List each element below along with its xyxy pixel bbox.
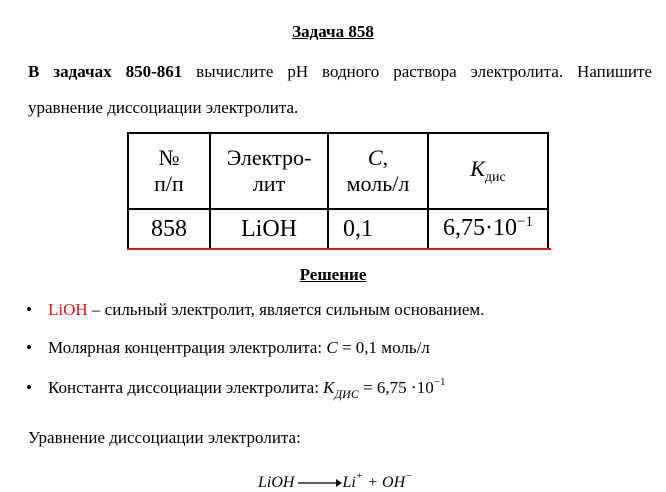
problem-title: Задача 858 bbox=[292, 22, 374, 41]
data-table bbox=[127, 132, 549, 250]
bullet-strong-electrolyte bbox=[26, 300, 484, 320]
equation-reactant: LiOH bbox=[258, 474, 295, 491]
cell-electrolyte: LiOH bbox=[210, 209, 328, 249]
concentration-value: = 0,1 моль/л bbox=[337, 338, 430, 357]
equation-plus: + bbox=[363, 474, 383, 491]
bullet-icon: • bbox=[26, 378, 32, 397]
equation-heading: Уравнение диссоциации электролита: bbox=[28, 428, 301, 447]
kdis-subscript: ДИС bbox=[334, 387, 359, 401]
header-electrolyte: Электро- лит bbox=[210, 133, 328, 209]
kdis-exponent: −1 bbox=[433, 376, 446, 388]
equation-product-li: Li bbox=[342, 474, 356, 491]
equation-product-oh: OH bbox=[382, 474, 406, 491]
header-number: № п/п bbox=[128, 133, 210, 209]
dissociation-equation bbox=[258, 470, 413, 492]
header-concentration: C, моль/л bbox=[328, 133, 428, 209]
bullet-text: Константа диссоциации электролита: bbox=[48, 378, 324, 397]
header-kdis: $K_{дис}$ bbox=[428, 133, 548, 209]
cell-concentration: 0,1 bbox=[328, 209, 428, 249]
problem-text: вычислите pH водного раствора электролита. Напишите уравнение диссоциации электролита. bbox=[28, 62, 652, 117]
bullet-icon: • bbox=[26, 300, 32, 319]
solution-heading: Решение bbox=[299, 265, 367, 284]
bullet-text: – сильный электролит, является сильным основанием. bbox=[87, 300, 485, 319]
concentration-var: C bbox=[326, 338, 338, 357]
cell-number: 858 bbox=[128, 209, 210, 249]
kdis-var: K bbox=[323, 378, 335, 397]
bullet-text: Молярная концентрация электролита: bbox=[48, 338, 327, 357]
problem-statement bbox=[28, 54, 652, 126]
bullet-concentration bbox=[26, 338, 430, 358]
li-charge: + bbox=[355, 470, 364, 482]
bullet-icon: • bbox=[26, 338, 32, 357]
kdis-value: = 6,75 ⋅10 bbox=[358, 378, 434, 397]
problem-range: В задачах 850-861 bbox=[28, 62, 183, 81]
bullet-kdis bbox=[26, 376, 446, 401]
table-underline bbox=[127, 248, 551, 250]
electrolyte-name: LiOH bbox=[48, 300, 88, 319]
cell-kdis: $6,75\cdot 10^{-1}$ bbox=[428, 209, 548, 249]
oh-charge: − bbox=[405, 470, 413, 482]
